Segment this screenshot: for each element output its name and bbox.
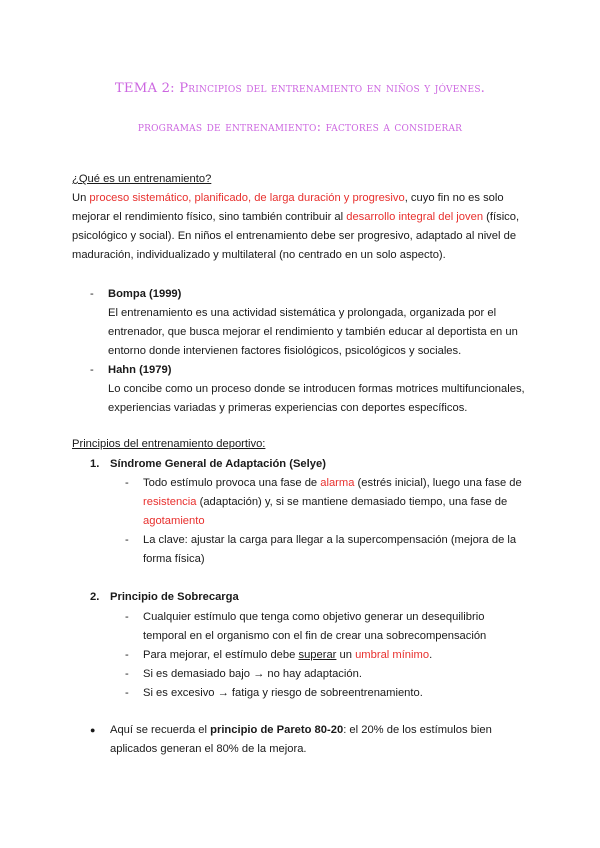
dash-marker: - [90,364,94,376]
intro-line-1: Un proceso sistemático, planificado, de larga duración y progresivo, cuyo fin no es solo [72,192,504,204]
principles-heading: Principios del entrenamiento deportivo: [72,438,266,450]
principle-1-bullets [125,474,565,569]
author-name: Bompa (1999) [108,288,182,300]
principle-number: 1. [90,458,100,470]
intro-question: ¿Qué es un entrenamiento? [72,173,212,185]
principle-title: Principio de Sobrecarga [110,591,239,603]
list-item: - La clave: ajustar la carga para llegar a la supercompensación (mejora de la forma física) [125,531,565,569]
dash-marker: - [125,687,129,699]
pareto-note: ● Aquí se recuerda el principio de Pareto 80-20: el 20% de los estímulos bien aplicados generan el 80% de la mejora. [90,721,570,759]
author-item-hahn [90,361,560,418]
principle-2-bullets [125,608,565,703]
list-item: - Para mejorar, el estímulo debe superar un umbral mínimo. [125,646,565,665]
author-text-line: entrenador, que busca mejorar el rendimiento y también educar al deportista en un [108,326,518,338]
list-item: - Cualquier estímulo que tenga como objetivo generar un desequilibrio temporal en el organismo con el fin de crear una sobrecompensación [125,608,565,646]
author-text-line: Lo concibe como un proceso donde se introducen formas motrices multifuncionales, [108,383,525,395]
dash-marker: - [90,288,94,300]
dash-marker: - [125,611,129,623]
author-list [90,285,560,418]
bullet-icon: ● [90,725,96,735]
author-name: Hahn (1979) [108,364,172,376]
intro-line-4: maduración, individualizado y multilateral (no centrado en un solo aspecto). [72,249,446,261]
intro-section [72,170,519,265]
document-title-line-1: TEMA 2: Principios del entrenamiento en niños y jóvenes. [114,81,486,96]
dash-marker: - [125,649,129,661]
list-item: - Si es demasiado bajo → no hay adaptación. [125,665,565,684]
principle-1 [90,455,326,474]
list-item: - Si es excesivo → fatiga y riesgo de sobreentrenamiento. [125,684,565,703]
principle-2 [90,588,239,607]
author-text-line: El entrenamiento es una actividad sistemática y prolongada, organizada por el [108,307,497,319]
author-text-line: experiencias variadas y primeras experiencias con deportes específicos. [108,402,468,414]
list-item: - Todo estímulo provoca una fase de alarma (estrés inicial), luego una fase de resistencia (adaptación) y, si se mantiene demasiado tiempo, una fase de agotamiento [125,474,565,531]
principle-title: Síndrome General de Adaptación (Selye) [110,458,326,470]
dash-marker: - [125,668,129,680]
principle-number: 2. [90,591,100,603]
dash-marker: - [125,477,129,489]
author-text-line: entorno donde intervienen factores fisiológicos, psicológicos y sociales. [108,345,462,357]
author-item-bompa [90,285,560,361]
intro-line-2: mejorar el rendimiento físico, sino también contribuir al desarrollo integral del joven (físico, [72,211,520,223]
intro-line-3: psicológico y social). En niños el entrenamiento debe ser progresivo, adaptado al nivel de [72,230,517,242]
dash-marker: - [125,534,129,546]
document-title-line-2: programas de entrenamiento: factores a considerar [137,120,463,135]
